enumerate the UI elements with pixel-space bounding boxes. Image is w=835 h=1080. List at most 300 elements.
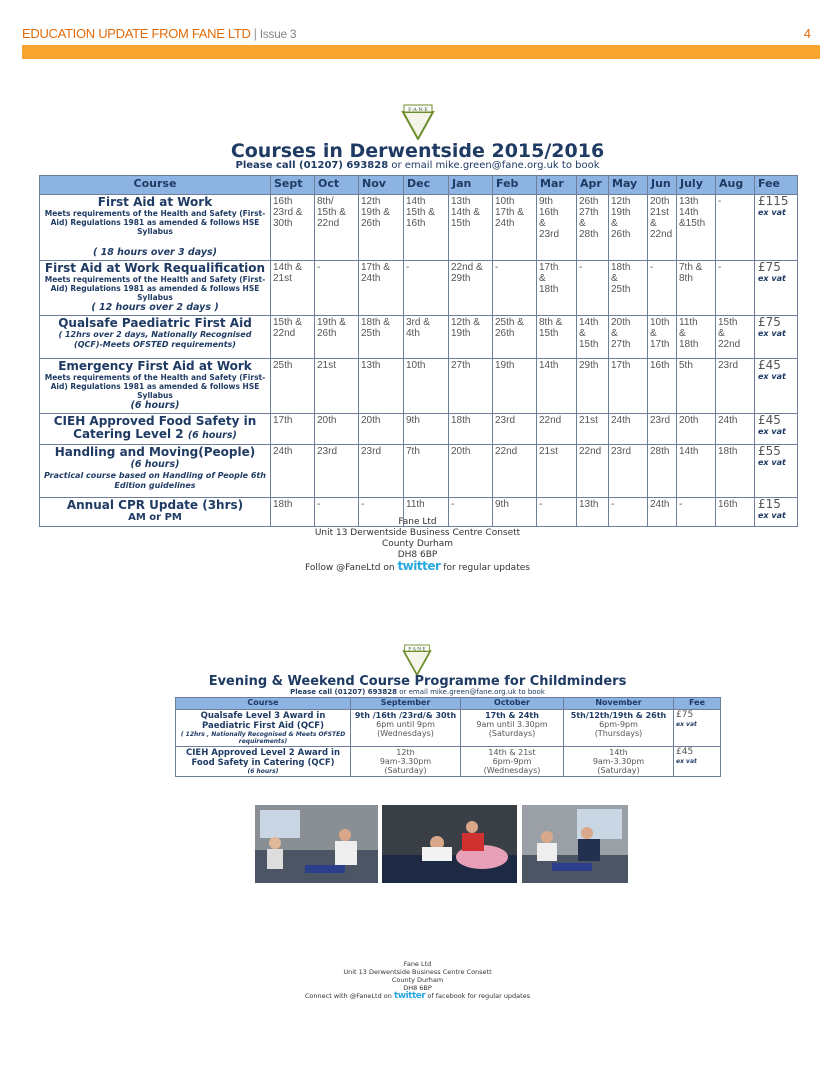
- date-line: 14th &: [273, 262, 302, 273]
- schedule-cell-september: [351, 710, 461, 747]
- date-line: 15th &: [317, 207, 346, 218]
- main-title: Courses in Derwentside 2015/2016: [230, 140, 605, 162]
- course-text: Handling and Moving(People): [54, 445, 256, 459]
- date-line: 20th: [317, 415, 337, 426]
- main-subtitle: [0, 160, 835, 171]
- date-cell-jun: [648, 414, 677, 445]
- date-cell-nov: [359, 195, 404, 261]
- course-text: Meets requirements of the Health and Safety (First-Aid) Regulations 1981 as amended & follows HSE Syllabus: [44, 373, 266, 400]
- first-aid-training-photo-2: [382, 805, 517, 883]
- date-line: 13th: [679, 196, 699, 207]
- email-text: or email mike.green@fane.org.uk to book: [396, 688, 545, 696]
- date-line: 9th: [539, 196, 553, 207]
- date-line: &: [539, 273, 546, 284]
- date-line: 16th: [273, 196, 293, 207]
- date-cell-july: [677, 414, 716, 445]
- svg-text:F·A·N·E: F·A·N·E: [408, 647, 426, 653]
- course-text: ( 12 hours over 2 days ): [91, 302, 219, 313]
- date-cell-jun: [648, 445, 677, 498]
- date-line: 19th: [611, 207, 631, 218]
- date-line: &: [611, 273, 618, 284]
- fee-cell: [674, 747, 721, 777]
- date-cell-jun: [648, 195, 677, 261]
- date-line: 12th: [611, 196, 631, 207]
- svg-text:F·A·N·E: F·A·N·E: [408, 107, 428, 113]
- fee-note: ex vat: [758, 208, 786, 217]
- date-cell-july: [677, 316, 716, 359]
- twitter-logo[interactable]: twitter: [397, 559, 441, 573]
- date-cell-feb: [493, 414, 537, 445]
- date-line: 21st: [317, 360, 336, 371]
- date-line: 21st: [273, 273, 292, 284]
- date-cell-nov: [359, 445, 404, 498]
- date-cell-sept: [271, 359, 315, 414]
- fee-cell: [674, 710, 721, 747]
- schedule-line: 6pm until 9pm: [376, 720, 435, 729]
- date-line: &: [650, 218, 657, 229]
- table-row: [176, 710, 721, 747]
- address-line: Unit 13 Derwentside Business Centre Consett: [314, 528, 521, 538]
- date-line: 20th: [361, 415, 381, 426]
- column-header-sept: Sept: [271, 176, 315, 195]
- course-title: Qualsafe Level 3 Award in Paediatric First Aid (QCF): [200, 711, 326, 731]
- date-cell-dec: [404, 316, 449, 359]
- date-line: 8th/: [317, 196, 334, 207]
- schedule-line: (Wednesdays): [483, 766, 541, 775]
- twitter-logo[interactable]: twitter: [393, 991, 426, 1001]
- date-cell-nov: [359, 316, 404, 359]
- table-row: [40, 195, 798, 261]
- follow-line: [0, 561, 835, 574]
- date-line: 27th: [451, 360, 471, 371]
- date-line: &15th: [679, 218, 706, 229]
- date-line: 18th &: [361, 317, 390, 328]
- date-cell-sept: [271, 414, 315, 445]
- fee-amount: £45: [758, 413, 781, 427]
- date-line: 17th: [273, 415, 293, 426]
- date-cell-feb: [493, 445, 537, 498]
- table-row: [176, 747, 721, 777]
- connect-line: [0, 992, 835, 1000]
- date-line: 28th: [579, 229, 599, 240]
- date-line: 15th: [539, 328, 559, 339]
- date-line: 23rd: [539, 229, 560, 240]
- schedule-cell-october: [461, 710, 564, 747]
- schedule-line: (Saturdays): [488, 729, 536, 738]
- date-line: 24th: [650, 499, 670, 510]
- date-cell-oct: [315, 414, 359, 445]
- date-line: -: [611, 499, 615, 510]
- address-block: [0, 517, 835, 574]
- date-line: 15th &: [273, 317, 302, 328]
- date-line: 16th: [406, 218, 426, 229]
- date-cell-mar: [537, 414, 577, 445]
- date-cell-jan: [449, 445, 493, 498]
- course-hours: (6 hours): [187, 430, 237, 441]
- date-cell-oct: [315, 261, 359, 316]
- fane-logo-icon: [402, 644, 432, 676]
- date-line: 27th: [579, 207, 599, 218]
- issue-label: Issue 3: [259, 27, 297, 41]
- newsletter-title: EDUCATION UPDATE FROM FANE LTD: [22, 26, 251, 41]
- course-title: [43, 415, 267, 442]
- date-line: &: [611, 218, 618, 229]
- course-cell: [40, 445, 271, 498]
- schedule-cell-november: [564, 747, 674, 777]
- date-line: -: [718, 262, 722, 273]
- date-line: 24th: [273, 446, 293, 457]
- date-line: 17th: [539, 262, 559, 273]
- schedule-line: 14th & 21st: [488, 748, 536, 757]
- address-line: County Durham: [381, 539, 454, 549]
- address-line: County Durham: [391, 976, 444, 984]
- date-cell-jun: [648, 316, 677, 359]
- header-bar: [22, 45, 820, 59]
- date-line: 19th: [451, 328, 471, 339]
- date-cell-jan: [449, 316, 493, 359]
- date-line: 25th: [361, 328, 381, 339]
- date-cell-may: [609, 445, 648, 498]
- date-line: 5th: [679, 360, 693, 371]
- date-cell-mar: [537, 359, 577, 414]
- date-line: 22nd: [539, 415, 562, 426]
- column-header-nov: Nov: [359, 176, 404, 195]
- date-cell-may: [609, 195, 648, 261]
- course-cell: [176, 747, 351, 777]
- column-header-course: Course: [176, 698, 351, 710]
- date-line: 18th: [611, 262, 631, 273]
- course-text: First Aid at Work: [97, 195, 213, 209]
- fee-amount: £75: [758, 260, 781, 274]
- schedule-line: 6pm-9pm: [492, 757, 532, 766]
- date-line: 19th &: [361, 207, 390, 218]
- date-line: -: [451, 499, 455, 510]
- address-line: Fane Ltd: [398, 517, 437, 527]
- date-cell-oct: [315, 195, 359, 261]
- date-cell-jan: [449, 414, 493, 445]
- date-cell-sept: [271, 316, 315, 359]
- date-line: 22nd: [579, 446, 602, 457]
- course-text: AM or PM: [128, 512, 182, 523]
- schedule-line: (Thursdays): [594, 729, 643, 738]
- date-cell-may: [609, 414, 648, 445]
- date-line: 23rd: [361, 446, 382, 457]
- course-text: ( 12hrs over 2 days, Nationally Recognised (QCF)-Meets OFSTED requirements): [58, 330, 252, 349]
- date-cell-feb: [493, 195, 537, 261]
- date-cell-feb: [493, 359, 537, 414]
- date-line: 16th: [539, 207, 559, 218]
- date-line: 15th: [451, 218, 471, 229]
- date-line: 21st: [579, 415, 598, 426]
- course-cell: [176, 710, 351, 747]
- date-line: 8th: [679, 273, 693, 284]
- column-header-mar: Mar: [537, 176, 577, 195]
- date-line: 15th &: [406, 207, 435, 218]
- fee-note: ex vat: [676, 758, 697, 765]
- date-line: 19th: [495, 360, 515, 371]
- date-cell-dec: [404, 261, 449, 316]
- date-cell-aug: [716, 445, 755, 498]
- fee-cell: [755, 359, 798, 414]
- fee-cell: [755, 195, 798, 261]
- schedule-line: 6pm-9pm: [599, 720, 638, 729]
- first-aid-training-photo-3: [522, 805, 628, 883]
- fee-note: ex vat: [758, 458, 786, 467]
- fee-note: ex vat: [758, 427, 786, 436]
- date-line: 24th: [611, 415, 631, 426]
- date-line: 15th: [718, 317, 738, 328]
- date-cell-oct: [315, 316, 359, 359]
- schedule-line: (Saturday): [384, 766, 427, 775]
- date-line: 3rd &: [406, 317, 430, 328]
- date-line: 13th: [579, 499, 599, 510]
- schedule-line: 14th: [609, 748, 628, 757]
- phone: Please call (01207) 693828: [235, 160, 389, 171]
- schedule-line: 12th: [396, 748, 415, 757]
- date-line: 14th &: [451, 207, 480, 218]
- date-cell-nov: [359, 261, 404, 316]
- column-header-fee: Fee: [755, 176, 798, 195]
- date-line: -: [679, 499, 683, 510]
- date-line: 29th: [579, 360, 599, 371]
- date-line: 15th: [579, 339, 599, 350]
- table-row: [40, 445, 798, 498]
- date-cell-apr: [577, 359, 609, 414]
- date-line: 16th: [650, 360, 670, 371]
- date-line: -: [539, 499, 543, 510]
- date-cell-feb: [493, 261, 537, 316]
- course-cell: [40, 316, 271, 359]
- date-cell-feb: [493, 316, 537, 359]
- column-header-aug: Aug: [716, 176, 755, 195]
- fee-amount: £45: [676, 747, 694, 757]
- courses-table: [39, 175, 798, 527]
- fee-cell: [755, 316, 798, 359]
- column-header-dec: Dec: [404, 176, 449, 195]
- fee-amount: £115: [758, 194, 789, 208]
- course-text: Meets requirements of the Health and Safety (First-Aid) Regulations 1981 as amended & follows HSE Syllabus: [44, 275, 266, 302]
- date-line: 10th: [406, 360, 426, 371]
- date-cell-aug: [716, 359, 755, 414]
- course-note: [43, 373, 267, 400]
- course-cell: [40, 195, 271, 261]
- date-line: 14th: [679, 446, 699, 457]
- schedule-line: (Saturday): [597, 766, 640, 775]
- date-line: &: [579, 328, 586, 339]
- date-line: 20th: [679, 415, 699, 426]
- course-note: (6 hours): [247, 768, 279, 775]
- fee-cell: [755, 261, 798, 316]
- fee-note: ex vat: [758, 372, 786, 381]
- date-cell-sept: [271, 195, 315, 261]
- date-cell-dec: [404, 414, 449, 445]
- follow-text: for regular updates: [443, 563, 530, 573]
- date-line: &: [679, 328, 686, 339]
- date-line: 19th &: [317, 317, 346, 328]
- date-cell-apr: [577, 195, 609, 261]
- date-line: 23rd: [650, 415, 671, 426]
- date-line: 28th: [650, 446, 670, 457]
- fee-note: ex vat: [758, 329, 786, 338]
- date-cell-jun: [648, 261, 677, 316]
- date-line: 16th: [718, 499, 738, 510]
- date-cell-mar: [537, 195, 577, 261]
- evening-subtitle: [0, 688, 835, 696]
- first-aid-training-photo-1: [255, 805, 378, 883]
- date-cell-aug: [716, 261, 755, 316]
- date-line: 24th: [361, 273, 381, 284]
- date-line: 24th: [495, 218, 515, 229]
- course-note: ( 12hrs , Nationally Recognised & Meets OFSTED requirements): [180, 731, 346, 745]
- date-line: 11th: [679, 317, 698, 328]
- date-line: &: [579, 218, 586, 229]
- date-line: 14th: [406, 196, 426, 207]
- fee-cell: [755, 414, 798, 445]
- date-line: 20th: [611, 317, 631, 328]
- schedule-line: 9am-3.30pm: [379, 757, 432, 766]
- date-cell-nov: [359, 359, 404, 414]
- course-title: [43, 262, 267, 275]
- date-line: 22nd: [317, 218, 340, 229]
- date-line: 17th: [611, 360, 631, 371]
- schedule-cell-november: [564, 710, 674, 747]
- table-row: [40, 261, 798, 316]
- date-line: 26th: [495, 328, 515, 339]
- column-header-july: July: [677, 176, 716, 195]
- date-cell-oct: [315, 445, 359, 498]
- date-cell-jan: [449, 195, 493, 261]
- column-header-may: May: [609, 176, 648, 195]
- date-cell-july: [677, 359, 716, 414]
- schedule-line: 9am-3.30pm: [592, 757, 645, 766]
- date-line: 17th &: [361, 262, 390, 273]
- date-line: 18th: [451, 415, 471, 426]
- fee-note: ex vat: [758, 511, 786, 520]
- follow-text: Follow @FaneLtd on: [305, 563, 395, 573]
- date-line: 29th: [451, 273, 471, 284]
- page-header: [22, 26, 296, 41]
- date-cell-dec: [404, 359, 449, 414]
- date-line: 12th: [361, 196, 381, 207]
- date-cell-aug: [716, 316, 755, 359]
- date-cell-sept: [271, 261, 315, 316]
- connect-text: of facebook for regular updates: [427, 992, 531, 1000]
- course-text: Emergency First Aid at Work: [58, 359, 252, 373]
- date-cell-aug: [716, 414, 755, 445]
- date-line: 20th: [451, 446, 471, 457]
- date-line: 23rd: [611, 446, 632, 457]
- date-cell-sept: [271, 445, 315, 498]
- date-cell-apr: [577, 414, 609, 445]
- date-line: 10th: [495, 196, 515, 207]
- date-line: 13th: [451, 196, 471, 207]
- evening-address-block: [0, 960, 835, 1000]
- date-line: 17th: [650, 339, 670, 350]
- date-cell-apr: [577, 261, 609, 316]
- date-line: 14th: [539, 360, 559, 371]
- course-text: CIEH Approved Food Safety in Catering Level 2: [53, 414, 257, 441]
- course-title: [43, 317, 267, 330]
- date-cell-jan: [449, 359, 493, 414]
- course-cell: [40, 261, 271, 316]
- date-line: 22nd &: [451, 262, 483, 273]
- address-line: Fane Ltd: [403, 960, 432, 968]
- table-row: [40, 316, 798, 359]
- date-line: 4th: [406, 328, 420, 339]
- date-line: 26th: [361, 218, 381, 229]
- column-header-october: October: [461, 698, 564, 710]
- date-line: 9th: [495, 499, 509, 510]
- date-line: 13th: [361, 360, 381, 371]
- date-cell-apr: [577, 445, 609, 498]
- date-cell-may: [609, 359, 648, 414]
- fee-amount: £75: [676, 710, 694, 720]
- address-line: DH8 6BP: [403, 984, 432, 992]
- date-line: 26th: [317, 328, 337, 339]
- date-line: -: [495, 262, 499, 273]
- date-line: 21st: [539, 446, 558, 457]
- date-line: 24th: [718, 415, 738, 426]
- date-line: 14th: [579, 317, 599, 328]
- column-header-november: November: [564, 698, 674, 710]
- date-line: 25th: [273, 360, 293, 371]
- course-hours: [43, 302, 267, 314]
- date-line: 18th: [539, 284, 559, 295]
- date-cell-dec: [404, 445, 449, 498]
- fane-logo-icon: [401, 104, 435, 140]
- date-line: -: [317, 262, 321, 273]
- column-header-fee: Fee: [674, 698, 721, 710]
- course-cell: [40, 414, 271, 445]
- fee-amount: £15: [758, 497, 781, 511]
- email-text: or email mike.green@fane.org.uk to book: [388, 160, 600, 171]
- date-line: 10th: [650, 317, 670, 328]
- date-cell-july: [677, 195, 716, 261]
- date-line: &: [539, 218, 546, 229]
- date-line: 7th &: [679, 262, 703, 273]
- date-line: 30th: [273, 218, 293, 229]
- date-line: 22nd: [273, 328, 296, 339]
- date-line: 11th: [406, 499, 425, 510]
- date-line: -: [406, 262, 410, 273]
- course-note: [43, 209, 267, 236]
- course-text: ( 18 hours over 3 days): [92, 247, 218, 258]
- date-line: 21st: [650, 207, 669, 218]
- date-cell-mar: [537, 261, 577, 316]
- date-line: 22nd: [495, 446, 518, 457]
- course-note: [43, 275, 267, 302]
- course-note: [43, 330, 267, 350]
- schedule-line: 9th /16th /23rd/& 30th: [354, 711, 457, 720]
- fee-amount: £55: [758, 444, 781, 458]
- date-cell-jan: [449, 261, 493, 316]
- date-cell-july: [677, 261, 716, 316]
- date-line: -: [718, 196, 722, 207]
- date-line: -: [579, 262, 583, 273]
- date-cell-mar: [537, 316, 577, 359]
- column-header-jun: Jun: [648, 176, 677, 195]
- course-text: Meets requirements of the Health and Safety (First-Aid) Regulations 1981 as amended & follows HSE Syllabus: [44, 209, 266, 236]
- course-title: [43, 446, 267, 459]
- evening-courses-table: [175, 697, 721, 777]
- date-line: 25th &: [495, 317, 524, 328]
- date-cell-apr: [577, 316, 609, 359]
- course-hours: [43, 459, 267, 471]
- date-line: 18th: [679, 339, 699, 350]
- date-line: 23rd: [718, 360, 739, 371]
- date-line: &: [650, 328, 657, 339]
- date-line: &: [718, 328, 725, 339]
